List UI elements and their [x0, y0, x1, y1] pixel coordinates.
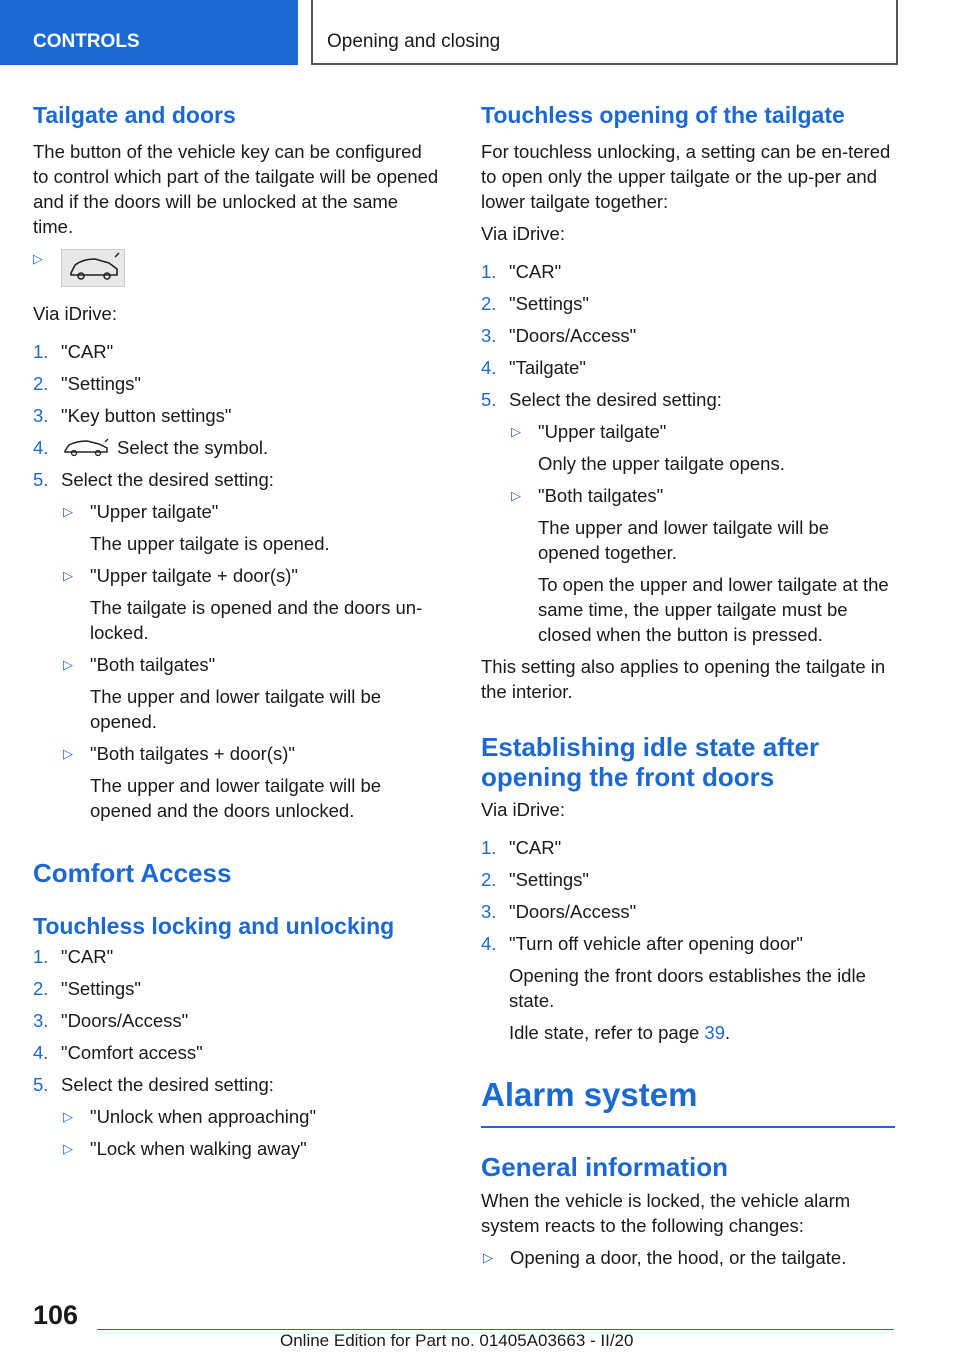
- general-bullets: [481, 1245, 895, 1270]
- edition-footer: Online Edition for Part no. 01405A03663 - II/20: [280, 1331, 634, 1350]
- general-info-heading: General information: [481, 1152, 729, 1182]
- idle-desc: Opening the front doors establishes the idle state.: [509, 965, 866, 1011]
- list-item: 5. Select the desired setting: ▷ "Upper tailgate" Only the upper tailgate opens. ▷ "Both tailgates" The upper and lower tailgate will be opened together. To open the upper and lower tailgate at the same time, the upper tailgate must be closed when the button is pressed.: [481, 387, 895, 647]
- option-item: ▷ Opening a door, the hood, or the tailgate.: [483, 1247, 847, 1268]
- list-item: 4. Select the symbol.: [33, 437, 269, 458]
- list-item: 2. "Settings": [33, 373, 141, 394]
- option-item: ▷ "Upper tailgate" Only the upper tailgate opens.: [511, 421, 785, 474]
- idle-ref: Idle state, refer to page 39.: [509, 1022, 731, 1043]
- left-column: [33, 100, 439, 1161]
- setting-options: [61, 499, 439, 823]
- list-item: 1. "CAR": [33, 341, 114, 362]
- tailgate-options: [509, 419, 895, 647]
- car-tailgate-icon: [61, 249, 125, 287]
- list-item: 4. "Tailgate": [481, 357, 586, 378]
- list-item: 1. "CAR": [481, 837, 562, 858]
- triangle-bullet-icon: ▷: [63, 1141, 73, 1156]
- option-item: ▷ "Lock when walking away": [63, 1138, 307, 1159]
- list-item: 2. "Settings": [481, 293, 589, 314]
- via-idrive-label: Via iDrive:: [33, 303, 117, 324]
- option-item: ▷ "Both tailgates + door(s)" The upper and lower tailgate will be opened and the doors unlocked.: [63, 743, 382, 821]
- general-info-block: [481, 1152, 895, 1270]
- triangle-bullet-icon: ▷: [483, 1250, 493, 1265]
- triangle-bullet-icon: ▷: [63, 568, 73, 583]
- triangle-bullet-icon: ▷: [63, 504, 73, 519]
- chapter-title: Opening and closing: [327, 31, 501, 52]
- list-item: 3. "Doors/Access": [33, 1010, 189, 1031]
- triangle-bullet-icon: ▷: [63, 657, 73, 672]
- triangle-bullet-icon: ▷: [63, 1109, 73, 1124]
- list-item: 3. "Key button settings": [33, 405, 232, 426]
- list-item: 4. "Comfort access": [33, 1042, 203, 1063]
- list-item: 2. "Settings": [33, 978, 141, 999]
- idle-state-heading: Establishing idle state after opening the front doors: [481, 732, 820, 792]
- list-item: 3. "Doors/Access": [481, 325, 637, 346]
- triangle-bullet-icon: ▷: [33, 251, 43, 266]
- via-idrive-label: Via iDrive:: [481, 799, 565, 820]
- chapter-tab: [311, 0, 898, 65]
- option-item: ▷ "Both tailgates" The upper and lower tailgate will be opened.: [63, 654, 382, 732]
- list-item: 3. "Doors/Access": [481, 901, 637, 922]
- list-item: 5. Select the desired setting: ▷ "Upper tailgate" The upper tailgate is opened. ▷ "Upper tailgate + door(s)" The tailgate is opened and the doors un-locked. ▷ "Both tailgates" The upper and lower tailgate will be opened. ▷ "Both tailgates + door(s)" The upper and lower tailgate will be opened and the doors unlocked.: [33, 467, 439, 823]
- alarm-system-heading: Alarm system: [481, 1076, 698, 1113]
- comfort-access-heading: Comfort Access: [33, 858, 232, 888]
- tailgate-intro: The button of the vehicle key can be configured to control which part of the tailgate will be opened and if the doors will be unlocked at the same time.: [33, 141, 439, 237]
- page-number: 106: [33, 1300, 79, 1330]
- list-item: 4. "Turn off vehicle after opening door" Opening the front doors establishes the idle state. Idle state, refer to page 39.: [481, 931, 895, 1045]
- option-item: ▷ "Upper tailgate" The upper tailgate is opened.: [63, 501, 330, 554]
- section-tab: [0, 0, 298, 65]
- list-item: 5. Select the desired setting: ▷ "Unlock when approaching" ▷ "Lock when walking away": [33, 1072, 439, 1161]
- section-rule: [481, 1126, 895, 1128]
- comfort-options: [61, 1104, 439, 1161]
- option-item: ▷ "Upper tailgate + door(s)" The tailgate is opened and the doors un-locked.: [63, 565, 423, 643]
- symbol-row: [33, 249, 439, 299]
- tailgate-steps: [481, 259, 895, 647]
- section-label: CONTROLS: [33, 31, 140, 52]
- comfort-steps: [33, 944, 439, 1161]
- triangle-bullet-icon: ▷: [511, 488, 521, 503]
- option-item: ▷ "Both tailgates" The upper and lower tailgate will be opened together. To open the upper and lower tailgate at the same time, the upper tailgate must be closed when the button is pressed.: [511, 485, 889, 645]
- option-item: ▷ "Unlock when approaching": [63, 1106, 317, 1127]
- touchless-intro: For touchless unlocking, a setting can be en-tered to open only the upper tailgate or the up-per and lower tailgate together:: [481, 141, 891, 212]
- list-item: 1. "CAR": [481, 261, 562, 282]
- interior-note: This setting also applies to opening the tailgate in the interior.: [481, 656, 886, 702]
- triangle-bullet-icon: ▷: [63, 746, 73, 761]
- key-button-steps: [33, 339, 439, 823]
- tailgate-doors-heading: Tailgate and doors: [33, 102, 236, 128]
- list-item: 2. "Settings": [481, 869, 589, 890]
- footer-rule: [97, 1329, 894, 1330]
- triangle-bullet-icon: ▷: [511, 424, 521, 439]
- via-idrive-label: Via iDrive:: [481, 223, 565, 244]
- idle-steps: [481, 835, 895, 1045]
- touchless-opening-heading: Touchless opening of the tailgate: [481, 102, 845, 128]
- car-icon: [61, 436, 111, 458]
- page-link[interactable]: 39: [704, 1022, 725, 1043]
- general-info-text: When the vehicle is locked, the vehicle alarm system reacts to the following changes:: [481, 1190, 851, 1236]
- right-column: [481, 100, 895, 1115]
- touchless-locking-heading: Touchless locking and unlocking: [33, 913, 395, 939]
- list-item: 1. "CAR": [33, 946, 114, 967]
